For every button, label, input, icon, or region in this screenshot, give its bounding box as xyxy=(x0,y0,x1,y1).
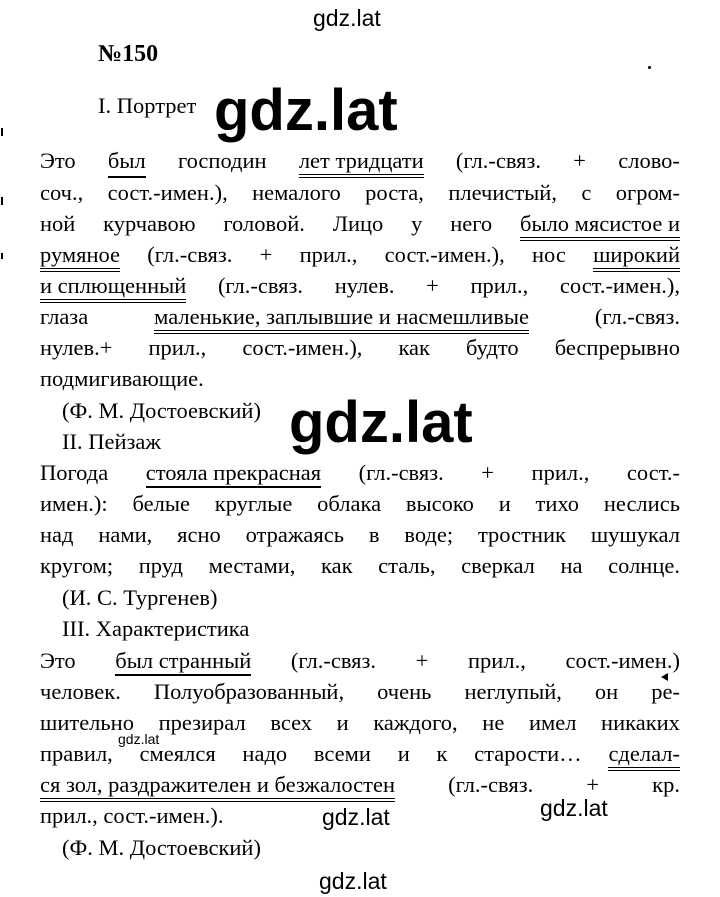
text-line: и сплющенный (гл.-связ. нулев. + прил., сост.-имен.), xyxy=(40,275,680,303)
text-line: ной курчавою головой. Лицо у него было мясистое и xyxy=(40,213,680,241)
text-line: румяное (гл.-связ. + прил., сост.-имен.), нос широкий xyxy=(40,244,680,272)
text-line: прил., сост.-имен.). xyxy=(40,803,224,828)
watermark-small: gdz.lat xyxy=(118,731,160,747)
text-line: человек. Полуобразованный, очень неглупый, он ре- xyxy=(40,679,680,704)
predicate-underline: было мясистое и xyxy=(520,213,680,241)
text-line: Это был господин лет тридцати (гл.-связ. + слово- xyxy=(40,150,680,178)
text-line: нулев.+ прил., сост.-имен.), как будто беспрерывно xyxy=(40,335,680,360)
watermark-center: gdz.lat xyxy=(322,804,390,830)
section-heading: I. Портрет xyxy=(98,93,197,118)
text-line: имен.): белые круглые облака высоко и тихо неслись xyxy=(40,491,680,516)
text-line: правил, смеялся надо всеми и к старости… сделал- xyxy=(40,743,680,771)
text-line: над нами, ясно отражаясь в воде; тростник шушукал xyxy=(40,522,680,547)
text-line: подмигивающие. xyxy=(40,366,204,391)
author-attribution: (Ф. М. Достоевский) xyxy=(62,835,261,860)
watermark-bottom: gdz.lat xyxy=(319,868,387,894)
predicate-underline: был странный xyxy=(115,650,251,676)
scan-edge-mark xyxy=(1,197,3,205)
author-attribution: (И. С. Тургенев) xyxy=(62,585,218,610)
section-heading: II. Пейзаж xyxy=(62,429,161,454)
predicate-underline: стояла прекрасная xyxy=(146,462,321,488)
text-line: Это был странный (гл.-связ. + прил., сост.-имен.) xyxy=(40,650,680,676)
author-attribution: (Ф. М. Достоевский) xyxy=(62,398,261,423)
predicate-underline: был xyxy=(108,150,146,178)
predicate-underline: сделал- xyxy=(608,743,680,771)
text-line: глаза маленькие, заплывшие и насмешливые (гл.-связ. xyxy=(40,306,680,334)
text-line: шительно презирал всех и каждого, не имел никаких xyxy=(40,710,680,735)
watermark-large-1: gdz.lat xyxy=(214,78,398,143)
scan-dot xyxy=(648,66,651,69)
scan-edge-mark xyxy=(1,253,3,259)
scan-edge-mark xyxy=(1,128,3,136)
predicate-underline: маленькие, заплывшие и насмешливые xyxy=(154,306,529,334)
watermark-large-2: gdz.lat xyxy=(289,390,473,455)
text-line: Погода стояла прекрасная (гл.-связ. + прил., сост.- xyxy=(40,462,680,488)
predicate-underline: и сплющенный xyxy=(40,275,186,303)
text-line: соч., сост.-имен.), немалого роста, плечистый, с огром- xyxy=(40,180,680,205)
exercise-number: №150 xyxy=(98,41,159,67)
watermark-right: gdz.lat xyxy=(540,795,608,821)
predicate-underline: широкий xyxy=(593,244,680,272)
section-heading: III. Характеристика xyxy=(62,616,250,641)
watermark-top: gdz.lat xyxy=(313,5,381,31)
predicate-underline: румяное xyxy=(40,244,120,272)
text-line: кругом; пруд местами, как сталь, сверкал на солнце. xyxy=(40,553,680,578)
text-line: ся зол, раздражителен и безжалостен (гл.-связ. + кр. xyxy=(40,774,680,802)
predicate-underline: ся зол, раздражителен и безжалостен xyxy=(40,774,395,802)
predicate-underline: лет тридцати xyxy=(299,150,424,178)
